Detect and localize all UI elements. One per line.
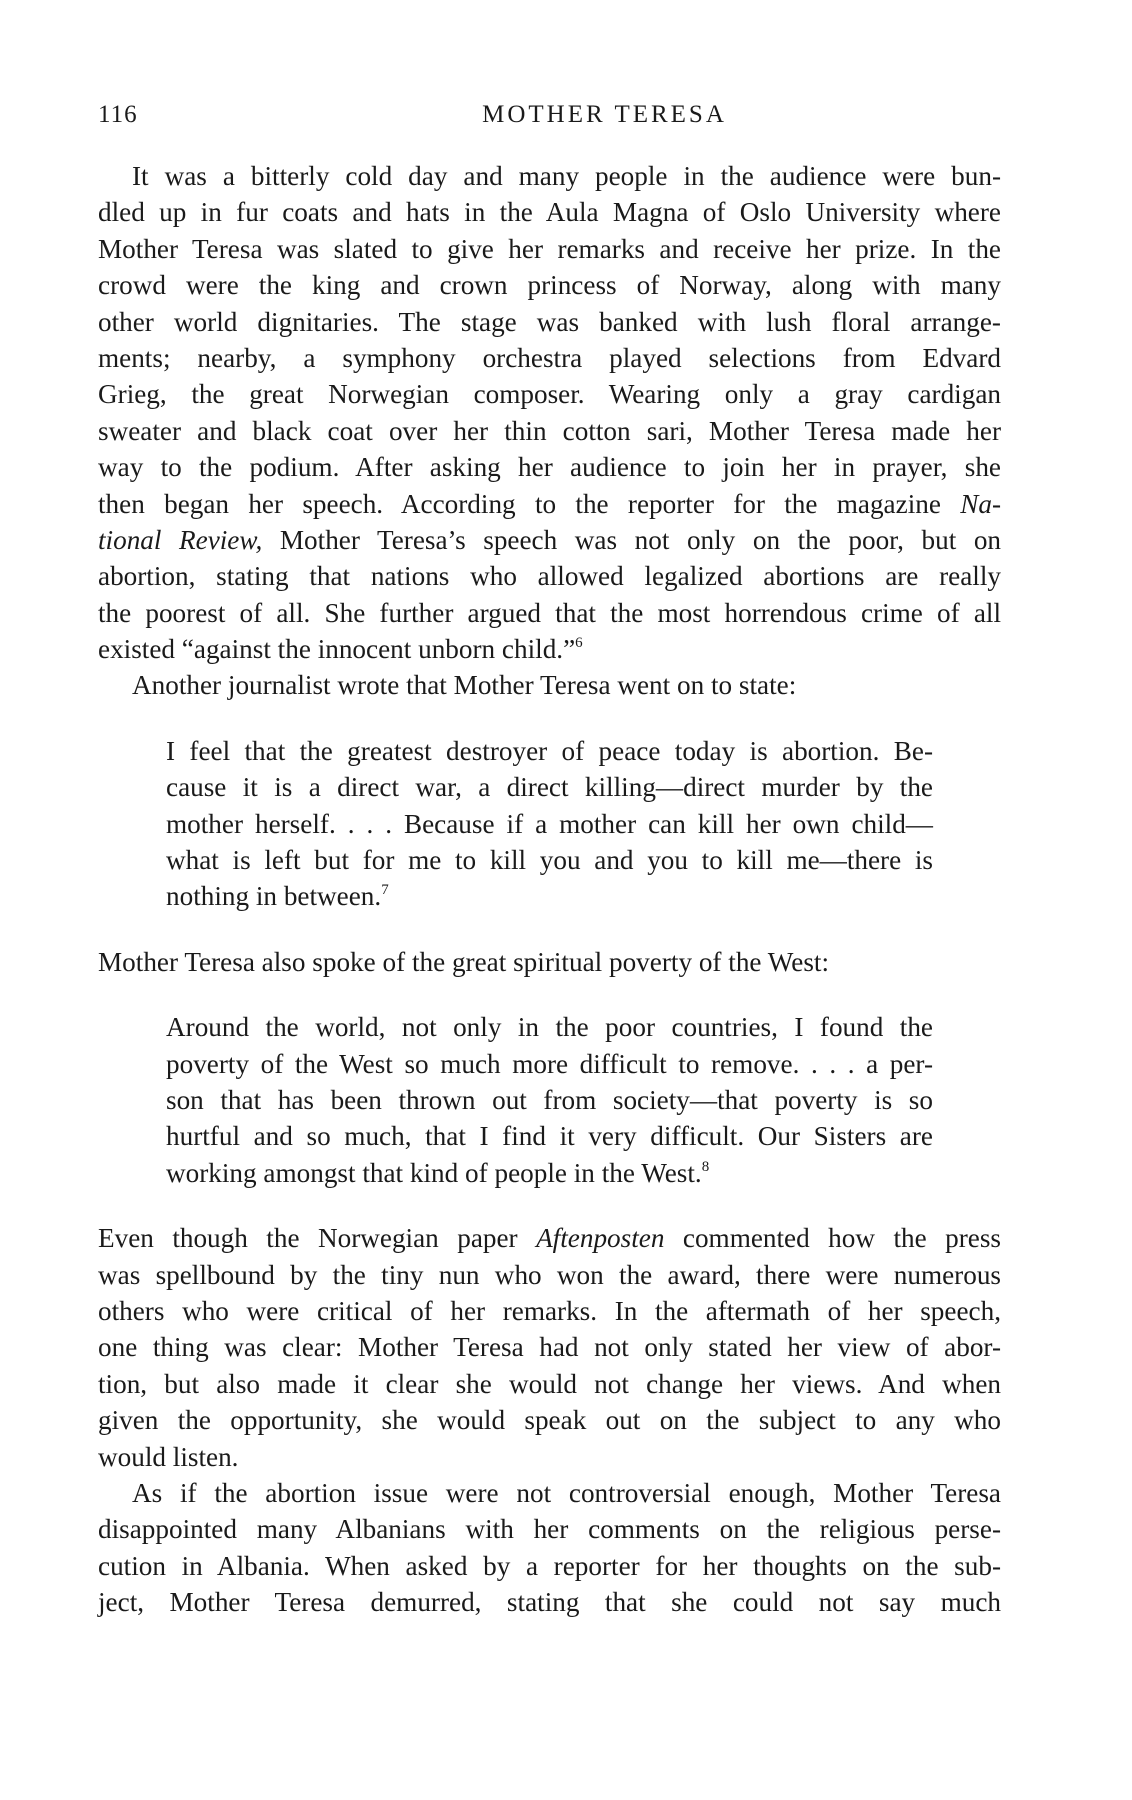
text-line: As if the abortion issue were not controversial enough, Mother Teresa <box>132 1477 1001 1508</box>
text-line: ments; nearby, a symphony orchestra played selections from Edvard <box>98 342 1001 373</box>
text-line: what is left but for me to kill you and you to kill me—there is <box>166 845 933 876</box>
text-run: commented how the press <box>664 1223 1001 1254</box>
running-head: MOTHER TERESA <box>482 101 727 128</box>
block-quote-2 <box>98 1009 1001 1191</box>
paragraph-1 <box>98 158 1001 667</box>
page-number: 116 <box>98 101 138 128</box>
text-line <box>98 1155 1001 1191</box>
text-run: Even though the Norwegian paper <box>98 1223 537 1254</box>
text-line <box>98 522 1001 558</box>
text-line: crowd were the king and crown princess of Norway, along with many <box>98 270 1001 301</box>
text-run: Mother Teresa’s speech was not only on the poor, but on <box>262 524 1002 555</box>
text-line: one thing was clear: Mother Teresa had not only stated her view of abor- <box>98 1332 1001 1363</box>
text-line <box>98 631 1001 667</box>
text-line: Grieg, the great Norwegian composer. Wearing only a gray cardigan <box>98 379 1001 410</box>
text-line: sweater and black coat over her thin cotton sari, Mother Teresa made her <box>98 415 1001 446</box>
text-run: then began her speech. According to the reporter for the magazine <box>98 488 961 519</box>
footnote-marker: 7 <box>381 882 389 899</box>
paragraph-2 <box>98 667 1001 703</box>
text-line: way to the podium. After asking her audience to join her in prayer, she <box>98 452 1001 483</box>
text-line: given the opportunity, she would speak out on the subject to any who <box>98 1405 1001 1436</box>
magazine-title: Na- <box>960 488 1001 519</box>
spacer <box>98 1191 1001 1220</box>
text-line: would listen. <box>98 1441 239 1472</box>
text-run: working amongst that kind of people in the West. <box>166 1157 702 1188</box>
text-line <box>98 486 1001 522</box>
paragraph-5 <box>98 1475 1001 1621</box>
text-line: Mother Teresa was slated to give her remarks and receive her prize. In the <box>98 233 1001 264</box>
text-run: existed “against the innocent unborn child.” <box>98 634 576 665</box>
text-line: It was a bitterly cold day and many people in the audience were bun- <box>132 161 1001 191</box>
text-run: nothing in between. <box>166 881 382 912</box>
text-line: Another journalist wrote that Mother Teresa went on to state: <box>132 670 797 701</box>
spacer <box>98 915 1001 944</box>
text-line: ject, Mother Teresa demurred, stating that she could not say much <box>98 1587 1001 1618</box>
spacer <box>98 980 1001 1009</box>
paragraph-4 <box>98 1220 1001 1475</box>
text-line <box>98 1220 1001 1256</box>
magazine-title: tional Review, <box>98 524 263 555</box>
newspaper-title: Aftenposten <box>536 1223 665 1254</box>
text-line: tion, but also made it clear she would not change her views. And when <box>98 1368 1001 1399</box>
text-line: was spellbound by the tiny nun who won the award, there were numerous <box>98 1259 1001 1290</box>
text-line: hurtful and so much, that I find it very difficult. Our Sisters are <box>166 1121 933 1152</box>
page-header <box>98 98 1001 132</box>
text-line: cution in Albania. When asked by a reporter for her thoughts on the sub- <box>98 1550 1001 1581</box>
text-line <box>98 878 1001 914</box>
text-line: dled up in fur coats and hats in the Aula Magna of Oslo University where <box>98 197 1001 228</box>
paragraph-3 <box>98 944 1001 980</box>
text-line: Mother Teresa also spoke of the great spiritual poverty of the West: <box>98 946 830 977</box>
text-line: mother herself. . . . Because if a mother can kill her own child— <box>166 808 933 839</box>
text-line: other world dignitaries. The stage was banked with lush floral arrange- <box>98 306 1001 337</box>
block-quote-1 <box>98 733 1001 915</box>
text-line: cause it is a direct war, a direct killing—direct murder by the <box>166 772 933 803</box>
footnote-marker: 6 <box>575 635 583 652</box>
footnote-marker: 8 <box>701 1158 710 1175</box>
text-line: the poorest of all. She further argued that the most horrendous crime of all <box>98 597 1001 628</box>
text-line: poverty of the West so much more difficult to remove. . . . a per- <box>166 1048 933 1079</box>
text-line: son that has been thrown out from society—that poverty is so <box>166 1084 933 1115</box>
text-line: I feel that the greatest destroyer of peace today is abortion. Be- <box>166 735 933 766</box>
spacer <box>98 704 1001 733</box>
body-text <box>98 158 1001 1620</box>
text-line: disappointed many Albanians with her comments on the religious perse- <box>98 1514 1001 1545</box>
text-line: abortion, stating that nations who allowed legalized abortions are really <box>98 561 1001 592</box>
text-line: Around the world, not only in the poor countries, I found the <box>166 1012 933 1043</box>
text-line: others who were critical of her remarks. In the aftermath of her speech, <box>98 1295 1001 1326</box>
